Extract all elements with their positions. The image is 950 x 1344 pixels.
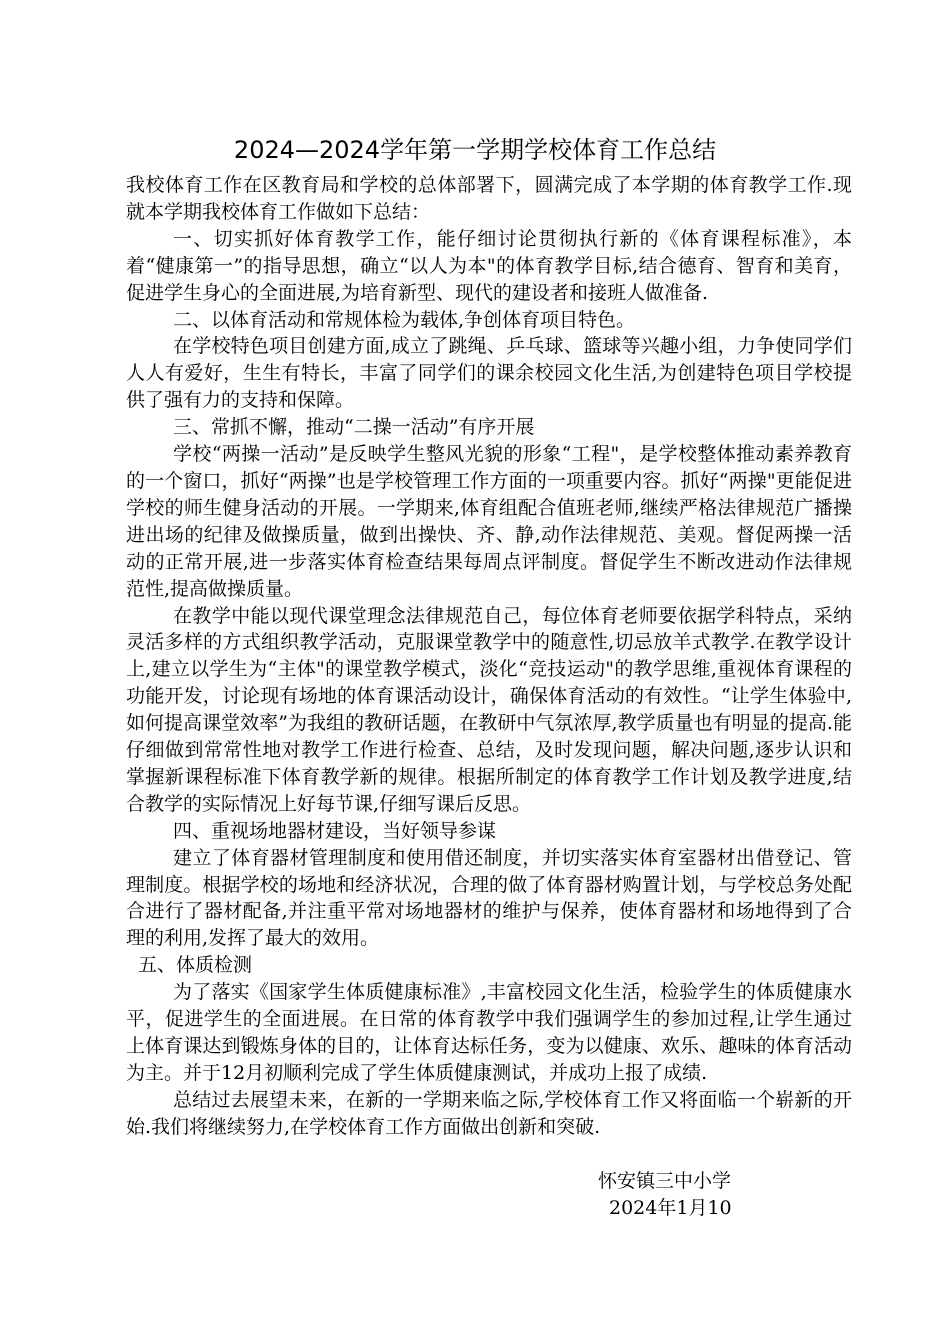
section-4-paragraph: 建立了体育器材管理制度和使用借还制度，并切实落实体育室器材出借登记、管理制度。根据学校的场地和经济状况，合理的做了体育器材购置计划，与学校总务处配合进行了器材配备,并注重平常对场地器材的维护与保养，使体育器材和场地得到了合理的利用,发挥了最大的效用。 — [126, 846, 852, 950]
document-body — [126, 172, 852, 1141]
document-title: 2024—2024学年第一学期学校体育工作总结 — [233, 136, 717, 164]
section-2-paragraph: 在学校特色项目创建方面,成立了跳绳、乒乓球、篮球等兴趣小组，力争使同学们人人有爱好，生生有特长，丰富了同学们的课余校园文化生活,为创建特色项目学校提供了强有力的支持和保障。 — [126, 335, 852, 412]
signature-school: 怀安镇三中小学 — [598, 1170, 732, 1192]
section-3-paragraph: 学校“两操一活动”是反映学生整风光貌的形象“工程"，是学校整体推动素养教育的一个窗口，抓好“两操”也是学校管理工作方面的一项重要内容。抓好“两操"更能促进学校的师生健身活动的开展。一学期来,体育组配合值班老师,继续严格法律规范广播操进出场的纪律及做操质量，做到出操快、齐、静,动作法律规范、美观。督促两操一活动的正常开展,进一步落实体育检查结果每周点评制度。督促学生不断改进动作法律规范性,提高做操质量。 — [126, 443, 852, 600]
signature-date: 2024年1月10 — [609, 1197, 732, 1219]
section-5-paragraph: 为了落实《国家学生体质健康标准》,丰富校园文化生活，检验学生的体质健康水平，促进学生的全面进展。在日常的体育教学中我们强调学生的参加过程,让学生通过上体育课达到锻炼身体的目的，让体育达标任务，变为以健康、欢乐、趣味的体育活动为主。并于12月初顺利完成了学生体质健康测试，并成功上报了成绩. — [126, 981, 852, 1084]
teaching-paragraph: 在教学中能以现代课堂理念法律规范自己，每位体育老师要依据学科特点，采纳灵活多样的方式组织教学活动，克服课堂教学中的随意性,切忌放羊式教学.在教学设计上,建立以学生为“主体"的课堂教学模式，淡化“竞技运动"的教学思维,重视体育课程的功能开发，讨论现有场地的体育课活动设计，确保体育活动的有效性。“让学生体验中,如何提高课堂效率”为我组的教研话题，在教研中气氛浓厚,教学质量也有明显的提高.能仔细做到常常性地对教学工作进行检查、总结，及时发现问题，解决问题,逐步认识和掌握新课程标准下体育教学新的规律。根据所制定的体育教学工作计划及教学进度,结合教学的实际情况上好每节课,仔细写课后反思。 — [126, 604, 852, 815]
section-1-paragraph: 一、切实抓好体育教学工作，能仔细讨论贯彻执行新的《体育课程标准》，本着“健康第一”的指导思想，确立“以人为本"的体育教学目标,结合德育、智育和美育，促进学生身心的全面进展,为培育新型、现代的建设者和接班人做准备. — [126, 227, 852, 304]
section-2-heading: 二、以体育活动和常规体检为载体,争创体育项目特色。 — [173, 308, 636, 331]
section-4-heading: 四、重视场地器材建设，当好领导参谋 — [173, 819, 497, 842]
intro-paragraph: 我校体育工作在区教育局和学校的总体部署下，圆满完成了本学期的体育教学工作.现就本学期我校体育工作做如下总结： — [126, 174, 852, 223]
section-5-heading: 五、体质检测 — [138, 954, 253, 977]
section-3-heading: 三、常抓不懈，推动“二操一活动”有序开展 — [173, 416, 535, 439]
conclusion-paragraph: 总结过去展望未来，在新的一学期来临之际,学校体育工作又将面临一个崭新的开始.我们将继续努力,在学校体育工作方面做出创新和突破. — [126, 1088, 852, 1138]
